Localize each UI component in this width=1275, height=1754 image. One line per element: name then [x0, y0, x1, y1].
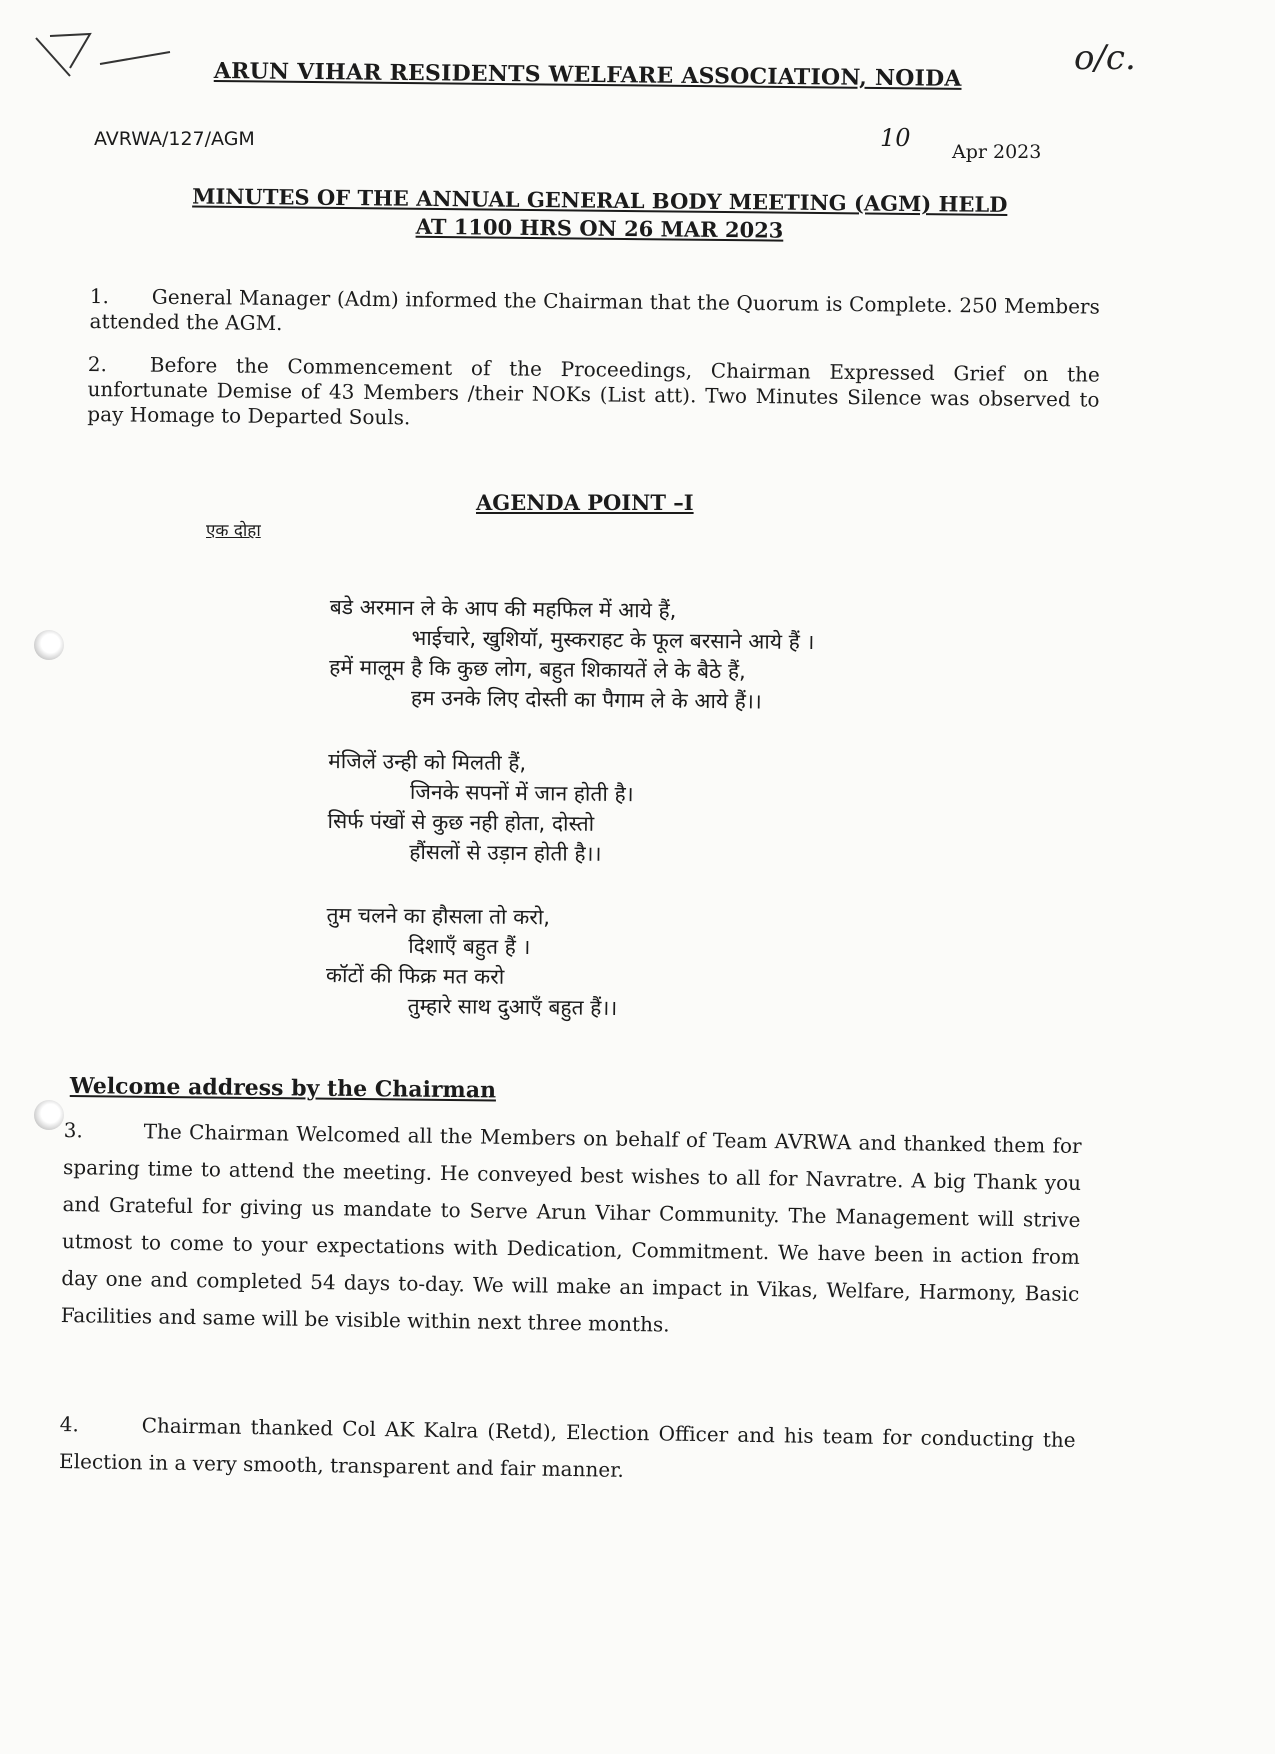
paragraph-number: 4.: [59, 1411, 79, 1437]
poem-line: हमें मालूम है कि कुछ लोग, बहुत शिकायतें ले के बैठे हैं,: [329, 654, 746, 684]
pen-scribble-mark: [30, 28, 190, 88]
poem-line: दिशाऍं बहुत हैं ।: [408, 933, 531, 960]
paragraph-number: 2.: [87, 352, 108, 377]
paragraph-4: [59, 1406, 1076, 1496]
paragraph-text: The Chairman Welcomed all the Members on behalf of Team AVRWA and thanked them for sparing time to attend the meeting. He conveyed best wishes to all for Navratre. A big Thank you and Grateful for giving us mandate to Serve Arun Vihar Community. The Management will strive utmost to come to your expectations with Dedication, Commitment. We have been in action from day one and completed 54 days to-day. We will make an impact in Vikas, Welfare, Harmony, Basic Facilities and same will be visible within next three months.: [60, 1119, 1082, 1337]
poem-line: हौंसलों से उड़ान होती है।।: [409, 839, 602, 866]
doha-label: एक दोहा: [206, 521, 261, 541]
minutes-title-line-2: AT 1100 HRS ON 26 MAR 2023: [415, 213, 784, 243]
handwritten-corner-note: o/c.: [1074, 38, 1136, 78]
poem-line: तुम्हारे साथ दुआएँ बहुत हैं।।: [407, 993, 618, 1021]
poem-line: जिनके सपनों में जान होती है।: [409, 779, 634, 807]
poem-block: [326, 592, 815, 1025]
poem-line: सिर्फ पंखों से कुछ नही होता, दोस्तो: [327, 808, 595, 836]
paragraph-text: General Manager (Adm) informed the Chairman that the Quorum is Complete. 250 Members attended the AGM.: [89, 284, 1100, 336]
paragraph-number: 1.: [89, 284, 110, 309]
poem-line: भाईचारे, खुशियॉ, मुस्कराहट के फूल बरसाने आये हैं ।: [411, 625, 815, 655]
stanza-gap: [328, 712, 813, 751]
welcome-heading: Welcome address by the Chairman: [69, 1073, 497, 1104]
minutes-title: [149, 182, 1050, 247]
paragraph-text: Before the Commencement of the Proceedings, Chairman Expressed Grief on the unfortunate Demise of 43 Members /their NOKs (List att). Two Minutes Silence was observed to pay Homage to Departed Souls.: [87, 352, 1100, 430]
agenda-heading: AGENDA POINT –I: [476, 490, 694, 515]
poem-line: तुम चलने का हौसला तो करो,: [326, 902, 551, 930]
poem-line: मंजिलें उन्ही को मिलती हैं,: [328, 748, 527, 776]
punch-hole: [34, 1100, 64, 1130]
paragraph-number: 3.: [63, 1117, 83, 1143]
poem-line: बडे अरमान ले के आप की महफिल में आये हैं,: [329, 594, 677, 623]
punch-hole: [34, 630, 64, 660]
paragraph-3: [61, 1112, 1082, 1350]
organisation-title: ARUN VIHAR RESIDENTS WELFARE ASSOCIATION, NOIDA: [213, 58, 962, 92]
poem-line: कॉटों की फिक्र मत करो: [325, 962, 505, 989]
minutes-title-line-1: MINUTES OF THE ANNUAL GENERAL BODY MEETING (AGM) HELD: [192, 183, 1008, 217]
stanza-gap: [327, 866, 812, 905]
handwritten-date-day: 10: [880, 124, 911, 152]
paragraph-2: [87, 352, 1100, 438]
paragraph-text: Chairman thanked Col AK Kalra (Retd), Election Officer and his team for conducting the Election in a very smooth, transparent and fair manner.: [58, 1413, 1076, 1482]
reference-number: AVRWA/127/AGM: [94, 128, 255, 150]
paragraph-1: [89, 284, 1099, 345]
document-date: Apr 2023: [952, 141, 1042, 163]
poem-line: हम उनके लिए दोस्ती का पैगाम ले के आये हैं।।: [410, 685, 762, 714]
